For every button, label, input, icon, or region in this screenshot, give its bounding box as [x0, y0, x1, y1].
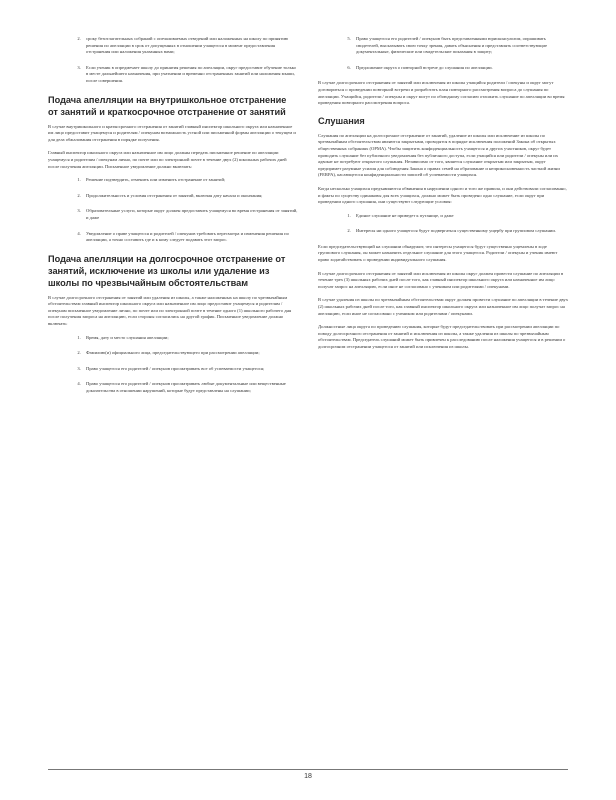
list-item: 2. Продолжительность и условия отстранения от занятий, включая дату начала и окончания; [82, 193, 298, 200]
paragraph: В случае долгосрочного отстранения от занятий или исключения из школы округ должен провести слушание по апелляции в течение трех (3) школьных рабочих дней после того, как главный инспектор школьного округа или назначенное им лицо получат запрос на апелляцию, если иное не согласовано с учеником или родителями / опекунами. [318, 270, 564, 289]
paragraph: Если председательствующий на слушании обнаружит, что интересы учащегося будут существенно ущемлены в ходе группового слушания, он может назначить отдельное слушание для этого учащегося. Родители / опекуны и ученик имеют право ходатайствовать о проведении индивидуального слушания. [318, 243, 558, 263]
paragraph: В случае удаления из школы по чрезвычайным обстоятельствам округ должен провести слушание по апелляции в течение двух (2) школьных рабочих дней после того, как главный инспектор школьного округа или назначенное им лицо получат запрос на апелляцию, если иное не согласовано с учеником или родителями / опекунами. [318, 297, 569, 316]
paragraph: В случае долгосрочного отстранения от занятий или исключения из школы учащийся родители / опекуны и округ могут договориться о проведении повторной встречи и разработать план повторного рассмотрения вопроса до слушания по апелляции. Учащийся, родители / опекуны и округ могут по обоюдному согласию отложить слушание по апелляции во время проведения повторного рассмотрения вопроса. [318, 80, 565, 106]
paragraph: Должностные лица округа по проведению слушания, которые будут председательствовать при рассмотрении апелляции по поводу долгосрочного отстранения от занятий и исключения из школы, а также удаления из школы по чрезвычайным обстоятельствам. Председатель слушаний может быть привлечен к расследованию после наложения учащегося и в решении о долгосрочном отстранении учащегося от занятий или исключения из школы. [318, 324, 566, 349]
list-item: 4. Право учащегося его родителей / опекунов просматривать любые документальные или вещественные доказательства в отношении нарушений, которые будут представлены на слушании; [82, 381, 298, 394]
paragraph: Главный инспектор школьного округа или назначенное им лицо должны передать письменное решение по апелляции учащемуся и родителям / опекунам лично, по почте или по электронной почте в течение двух (2) школьных рабочих дней после получения апелляции. Письменное уведомление должно включать: [48, 150, 287, 169]
page-number: 18 [304, 773, 312, 780]
list-e [318, 213, 568, 235]
list-item: 1. Единое слушание не приведет к путанице, и даже [352, 213, 568, 220]
list-d [318, 36, 568, 71]
paragraph: В случае долгосрочного отстранения от занятий или удаления из школы, а также наложенных на школу по чрезвычайным обстоятельствам главный инспектор школьного округа или назначенное им лицо предоставит учащемуся и родителям / опекунам письменное уведомление лично, по почте или по электронной почте в течение одного (1) школьного рабочего дня после получения запроса на апелляцию, если стороны согласились на другой график. Письменное уведомление должно включать: [48, 294, 292, 327]
section-heading-long-term-appeal: Подача апелляции на долгосрочное отстранение от занятий, исключение из школы или удаление из школы по чрезвычайным обстоятельствам [48, 253, 286, 288]
list-item: 2. Интересы ни одного учащегося будут подвергаться существенному ущербу при групповом слушании. [352, 228, 568, 235]
list-b [48, 177, 298, 244]
list-item: 1. Решение подтвердить, отменить или изменить отстранение от занятий; [82, 177, 298, 184]
list-item: 1. Время, дату и место слушания апелляции; [82, 335, 298, 342]
list-item: 6. Предложение округа о повторной встрече до слушания по апелляции. [352, 65, 568, 72]
list-c [48, 335, 298, 395]
section-heading-hearings: Слушания [318, 115, 365, 126]
list-item: 5. Право учащегося его родителей / опекунов быть представленными юрисконсультом, опрашивать свидетелей, высказывать свою точку зрения, давать объяснения и представлять соответствующие документальные, физические или свидетельские показания в защиту; [352, 36, 568, 56]
right-column [318, 36, 568, 358]
paragraph: Когда несколько учащихся предъявляются обвинения в нарушении одного и того же правила, и они действовали согласованно, и факты по существу одинаковы для всех учащихся, должно может быть проведено одно слушание, если округ при проведении одного слушания, они существуют следующие условия: [318, 185, 567, 205]
list-item: 4. Уведомление о праве учащегося и родителей / опекунов требовать пересмотра и изменения решения по апелляции, а точно составить где и к кому следует подавать этот запрос. [82, 231, 298, 244]
section-heading-short-term-appeal: Подача апелляции на внутришкольное отстранение от занятий и краткосрочное отстранение от занятий [48, 94, 287, 117]
list-item: 3. Право учащегося его родителей / опекунов просматривать все об успеваемости учащегося; [82, 366, 298, 373]
list-a [48, 36, 298, 85]
footer-divider [48, 769, 568, 770]
list-item: 2. сроку безотлагательных собраний с опечаливаемых отведений или наложенных на школу по принятию решения по апелляции в срок от допущенных в отношении учащегося в момент предоставления отстранения или наложения указанных вами; [82, 36, 298, 56]
left-column [48, 36, 298, 404]
list-item: 3. Если ученик в опредмечает школу до принятия решения по апелляции, округ предоставит обучение только в месте дальнейшего назначения, при учатнении и временно отстраненных занятий или наложения мыши, после совершения. [82, 65, 298, 85]
list-item: 2. Фамилию(и) официального лица, председательствующего при рассмотрении апелляции; [82, 350, 298, 357]
paragraph: Слушания по апелляции на долгосрочное отстранение от занятий, удаление из школы или исключение из школы по чрезвычайным обстоятельствам являются закрытыми, проводятся в порядке исключения положений Закона об открытых общественных собраниях (OPMA). Чтобы защитить конфиденциальность учащегося и других участников, округ будет проводить слушание без публичного уведомления без публичного доступа, если учащийся или родители / опекуны или их адвокат не потребуют открытого слушания. Независимо от того, является слушание открытым или закрытым, округ предпримет разумные усилия для соблюдения Закона о правах семей на образование и неприкосновенность частной жизни (FERPA), касающегося конфиденциальности записей об успеваемости учащихся. [318, 132, 560, 178]
paragraph: В случае внутришкольного и краткосрочного отстранения от занятий главный инспектор школьного округа или назначенное им лицо предоставит учащемуся и родителям / опекунам возможность устной или письменной формы апелляции о текущем и для дела обжалования отстранения в порядке получения. [48, 123, 296, 142]
list-item: 3. Образовательные услуги, которые округ должен предоставить учащемуся во время отстранения от занятий, и даже [82, 208, 298, 221]
